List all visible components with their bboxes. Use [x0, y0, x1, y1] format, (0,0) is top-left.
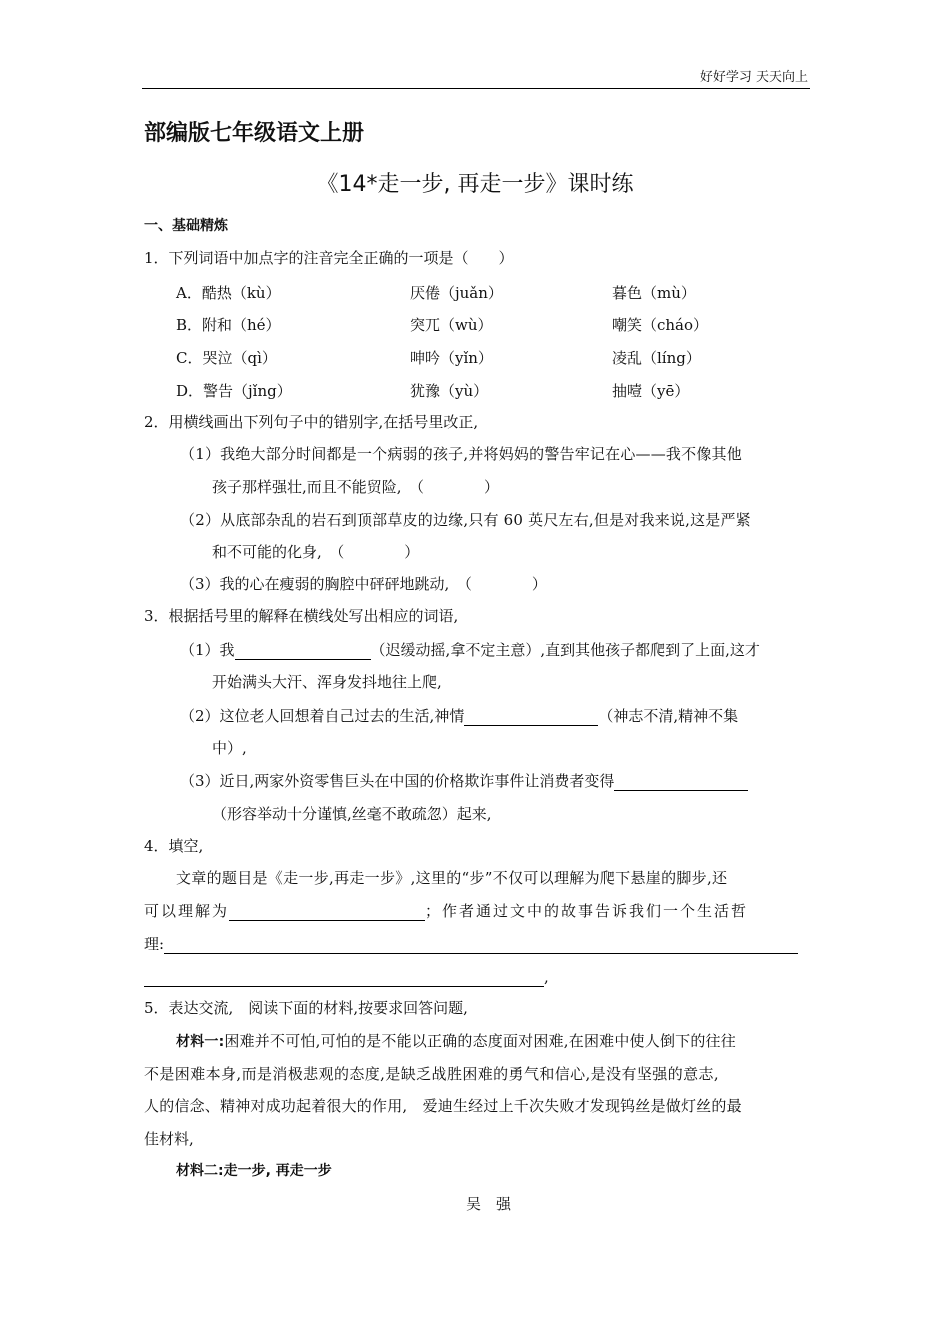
q4-blank-2[interactable] — [164, 938, 798, 954]
q1-option-a3: 暮色（mù） — [612, 284, 696, 302]
q1-option-c2: 呻吟（yǐn） — [410, 349, 493, 367]
q1-option-b1: B．附和（hé） — [176, 316, 281, 334]
q3-item-2 — [180, 706, 738, 726]
q4-blank-1[interactable] — [229, 905, 425, 921]
q5-material-1-line-4: 佳材料, — [144, 1130, 194, 1148]
q5-material-1-line-3: 人的信念、精神对成功起着很大的作用, 爱迪生经过上千次失败才发现钨丝是做灯丝的最 — [144, 1097, 742, 1115]
q3-blank-3[interactable] — [614, 775, 748, 791]
header-rule — [142, 88, 810, 89]
q5-stem: 5．表达交流, 阅读下面的材料,按要求回答问题, — [144, 999, 468, 1017]
q3-item-2-text-a: （2）这位老人回想着自己过去的生活,神情 — [180, 707, 465, 725]
q3-item-1 — [180, 640, 760, 660]
q1-option-d3: 抽噎（yē） — [612, 382, 690, 400]
q1-option-d1: D．警告（jǐng） — [176, 382, 292, 400]
q3-item-3-cont: （形容举动十分谨慎,丝毫不敢疏忽）起来, — [212, 805, 492, 823]
q4-line-3-text: 理: — [144, 935, 165, 953]
q3-item-1-text-a: （1）我 — [180, 641, 235, 659]
q2-item-2-cont: 和不可能的化身, （ ） — [212, 543, 420, 561]
q4-stem: 4．填空, — [144, 837, 204, 855]
q4-line-3 — [144, 934, 798, 954]
page-title: 部编版七年级语文上册 — [144, 121, 365, 146]
q4-line-4 — [144, 967, 549, 987]
q1-option-c3: 凌乱（líng） — [612, 349, 701, 367]
q3-stem: 3．根据括号里的解释在横线处写出相应的词语, — [144, 607, 459, 625]
q4-line-2-text-b: ；作者通过文中的故事告诉我们一个生活哲 — [425, 902, 749, 920]
q3-item-1-cont: 开始满头大汗、浑身发抖地往上爬, — [212, 673, 442, 691]
q2-item-2: （2）从底部杂乱的岩石到顶部草皮的边缘,只有 60 英尺左右,但是对我来说,这是严紧 — [180, 511, 751, 529]
section-heading: 一、基础精炼 — [144, 218, 228, 234]
q1-option-b3: 嘲笑（cháo） — [612, 316, 709, 334]
q2-item-3: （3）我的心在瘦弱的胸腔中砰砰地跳动, （ ） — [180, 575, 547, 593]
q1-option-d2: 犹豫（yù） — [410, 382, 489, 400]
q4-line-4-text: , — [544, 968, 549, 986]
q3-item-2-text-b: （神志不清,精神不集 — [598, 707, 739, 725]
q4-line-1: 文章的题目是《走一步,再走一步》,这里的“步”不仅可以理解为爬下悬崖的脚步,还 — [176, 869, 728, 887]
page-subtitle: 《14*走一步, 再走一步》课时练 — [316, 172, 634, 197]
q3-blank-1[interactable] — [235, 644, 371, 660]
q5-material-1-text-1: 困难并不可怕,可怕的是不能以正确的态度面对困难,在困难中使人倒下的往往 — [224, 1032, 736, 1050]
header-motto: 好好学习 天天向上 — [699, 70, 808, 85]
q2-item-1: （1）我绝大部分时间都是一个病弱的孩子,并将妈妈的警告牢记在心——我不像其他 — [180, 445, 742, 463]
q1-option-c1: C．哭泣（qì） — [176, 349, 277, 367]
q5-material-1-label: 材料一: — [176, 1034, 225, 1050]
q5-material-1-line-1 — [176, 1031, 736, 1052]
q1-option-a1: A．酷热（kù） — [176, 284, 281, 302]
q1-option-b2: 突兀（wù） — [410, 316, 493, 334]
q4-line-2 — [144, 901, 748, 921]
q3-item-2-cont: 中）, — [212, 739, 247, 757]
q4-line-2-text-a: 可以理解为 — [144, 902, 230, 920]
q1-stem: 1．下列词语中加点字的注音完全正确的一项是（ ） — [144, 249, 514, 267]
q1-option-a2: 厌倦（juǎn） — [410, 284, 503, 302]
q2-item-1-cont: 孩子那样强壮,而且不能贸险, （ ） — [212, 478, 500, 496]
q3-item-3-text-a: （3）近日,两家外资零售巨头在中国的价格欺诈事件让消费者变得 — [180, 772, 615, 790]
q3-item-3 — [180, 771, 748, 791]
q5-author: 吴 强 — [466, 1195, 512, 1213]
q5-material-2-label: 材料二:走一步, 再走一步 — [176, 1163, 332, 1179]
q5-material-1-line-2: 不是困难本身,而是消极悲观的态度,是缺乏战胜困难的勇气和信心,是没有坚强的意志, — [144, 1065, 720, 1083]
q4-blank-3[interactable] — [144, 971, 544, 987]
q2-stem: 2．用横线画出下列句子中的错别字,在括号里改正, — [144, 413, 479, 431]
q3-blank-2[interactable] — [464, 710, 598, 726]
q3-item-1-text-b: （迟缓动摇,拿不定主意）,直到其他孩子都爬到了上面,这才 — [370, 641, 760, 659]
